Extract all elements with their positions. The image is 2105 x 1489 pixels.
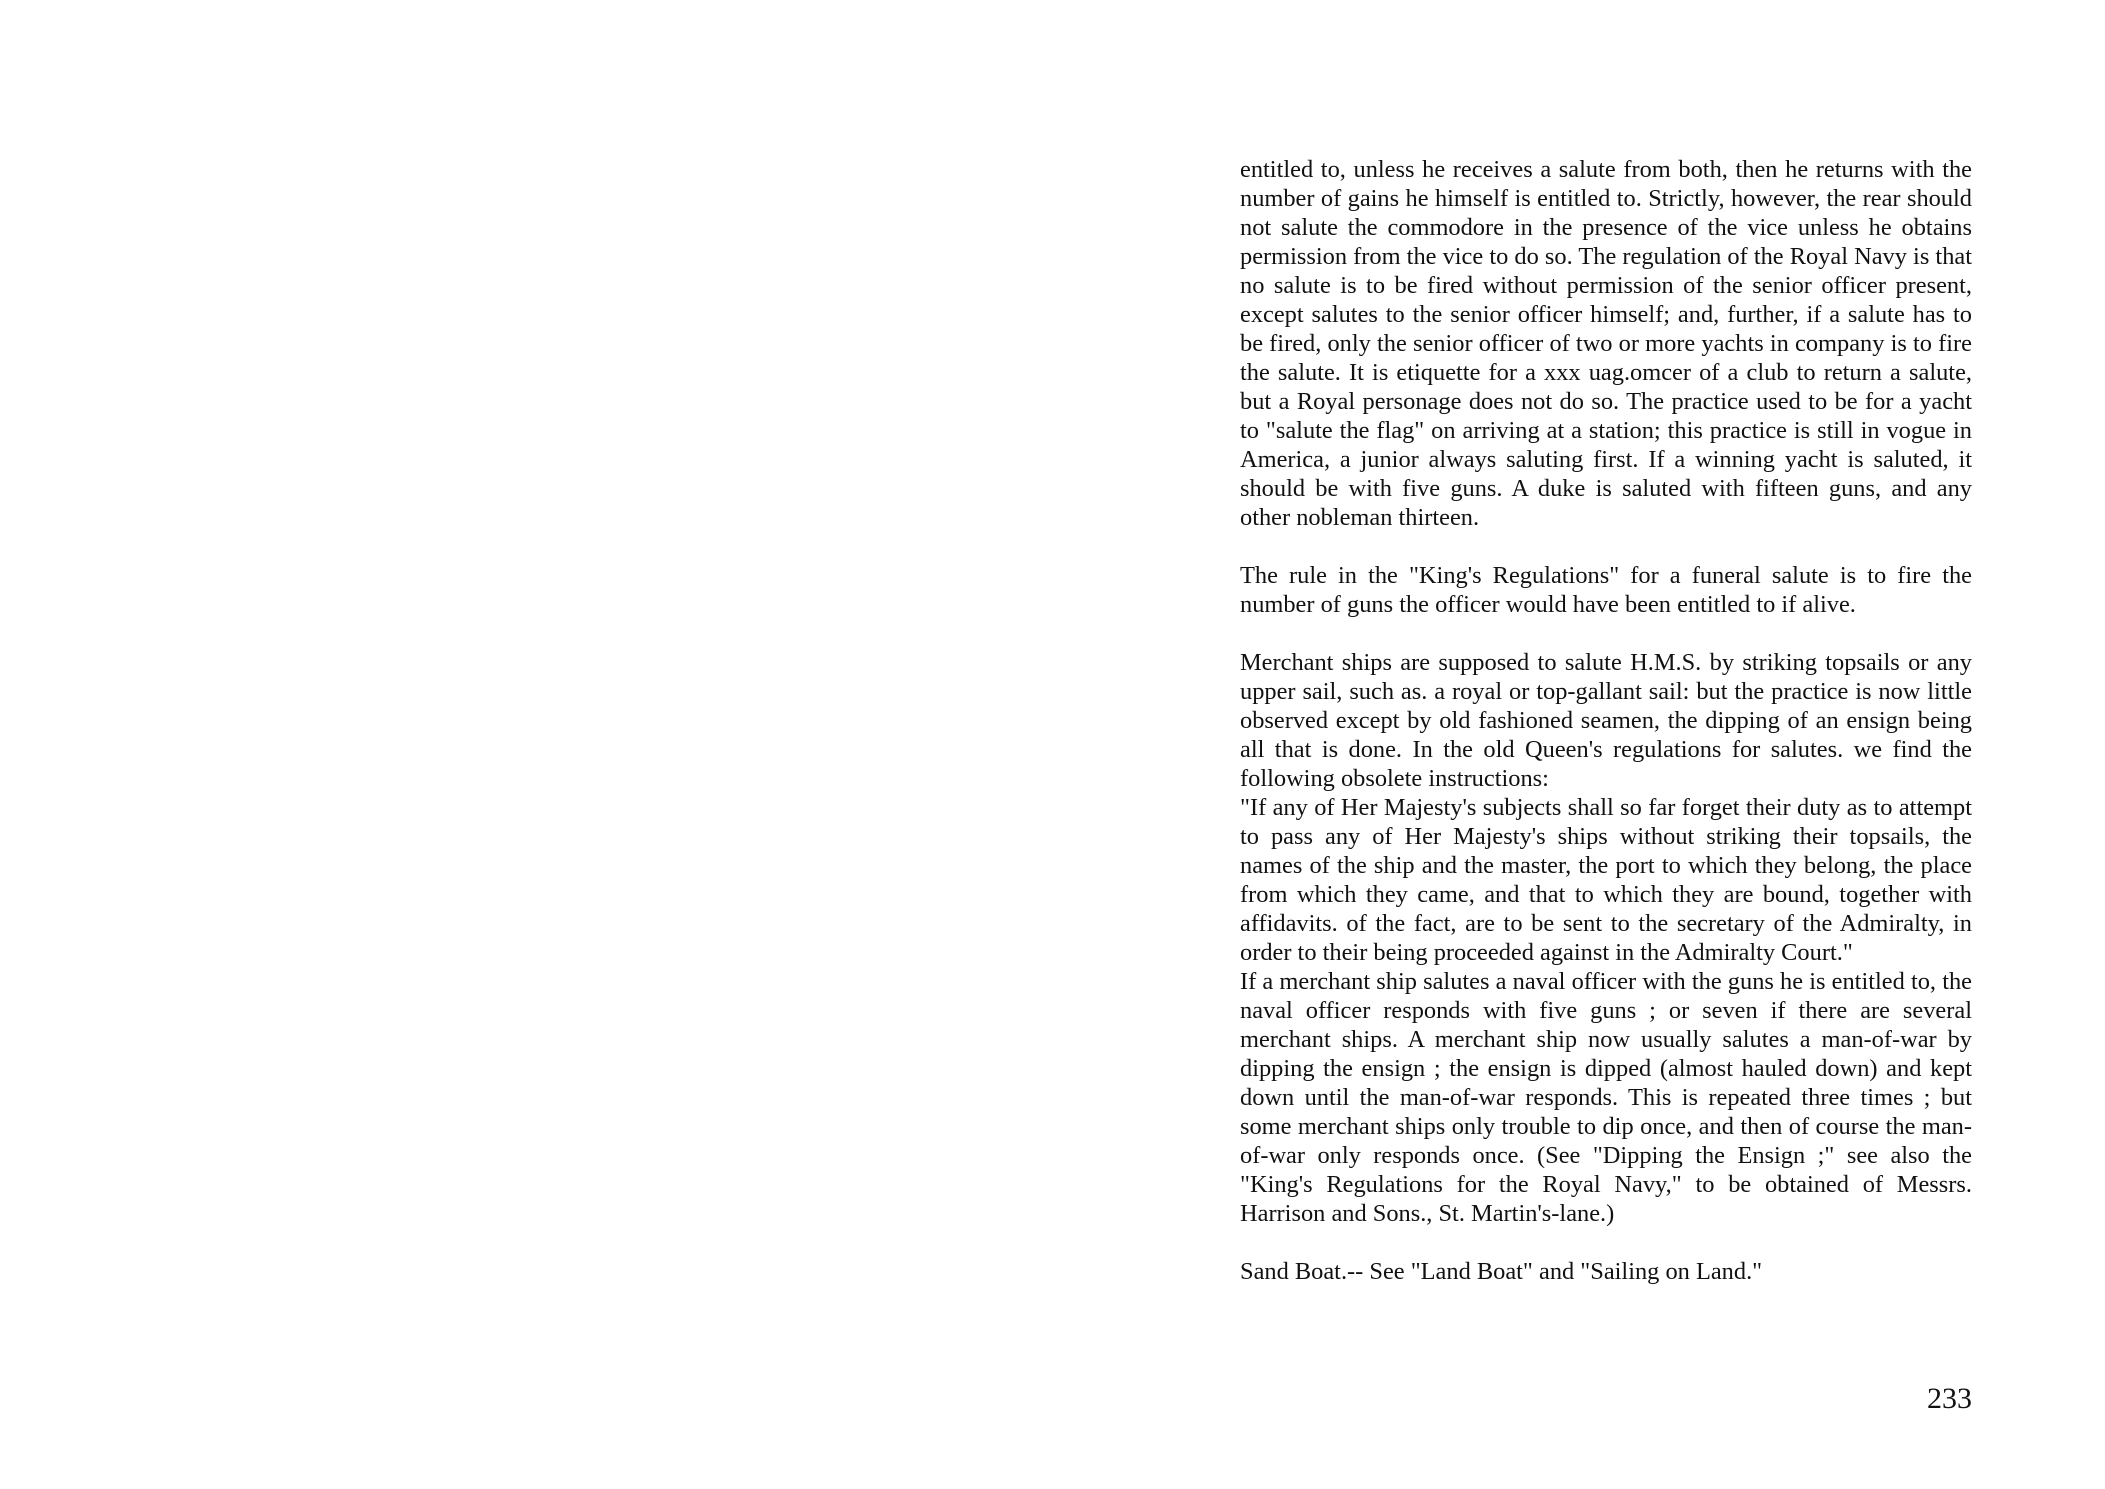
paragraph-merchant-salute-response: If a merchant ship salutes a naval officer with the guns he is entitled to, the naval officer responds with five guns ; or seven if there are several merchant ships. A merchant ship now usually salutes a man-of-war by dipping the ensign ; the ensign is dipped (almost hauled down) and kept down until the man-of-war responds. This is repeated three times ; but some merchant ships only trouble to dip once, and then of course the man-of-war only responds once. (See "Dipping the Ensign ;" see also the "King's Regulations for the Royal Navy," to be obtained of Messrs. Harrison and Sons., St. Martin's-lane.): [1240, 968, 1972, 1227]
paragraph-salute-etiquette: entitled to, unless he receives a salute from both, then he returns with the number of gains he himself is entitled to. Strictly, however, the rear should not salute the commodore in the presence of the vice unless he obtains permission from the vice to do so. The regulation of the Royal Navy is that no salute is to be fired without permission of the senior officer present, except salutes to the senior officer himself; and, further, if a salute has to be fired, only the senior officer of two or more yachts in company is to fire the salute. It is etiquette for a xxx uag.omcer of a club to return a salute, but a Royal personage does not do so. The practice used to be for a yacht to "salute the flag" on arriving at a station; this practice is still in vogue in America, a junior always saluting first. If a winning yacht is saluted, it should be with five guns. A duke is saluted with fifteen guns, and any other nobleman thirteen.: [1240, 156, 1972, 531]
paragraph-quoted-instructions: "If any of Her Majesty's subjects shall so far forget their duty as to attempt to pass any of Her Majesty's ships without striking their topsails, the names of the ship and the master, the port to which they belong, the place from which they came, and that to which they are bound, together with affidavits. of the fact, are to be sent to the secretary of the Admiralty, in order to their being proceeded against in the Admiralty Court.": [1240, 794, 1972, 966]
page-number: 233: [1927, 1382, 1972, 1415]
paragraph-funeral-salute: The rule in the "King's Regulations" for a funeral salute is to fire the number of guns the officer would have been entitled to if alive.: [1240, 562, 1972, 618]
body-text-column: [1240, 155, 1972, 1286]
paragraph-sand-boat-entry: Sand Boat.-- See "Land Boat" and "Sailing on Land.": [1240, 1258, 1763, 1285]
paragraph-merchant-ships: Merchant ships are supposed to salute H.M.S. by striking topsails or any upper sail, such as. a royal or top-gallant sail: but the practice is now little observed except by old fashioned seamen, the dipping of an ensign being all that is done. In the old Queen's regulations for salutes. we find the following obsolete instructions:: [1240, 649, 1972, 792]
